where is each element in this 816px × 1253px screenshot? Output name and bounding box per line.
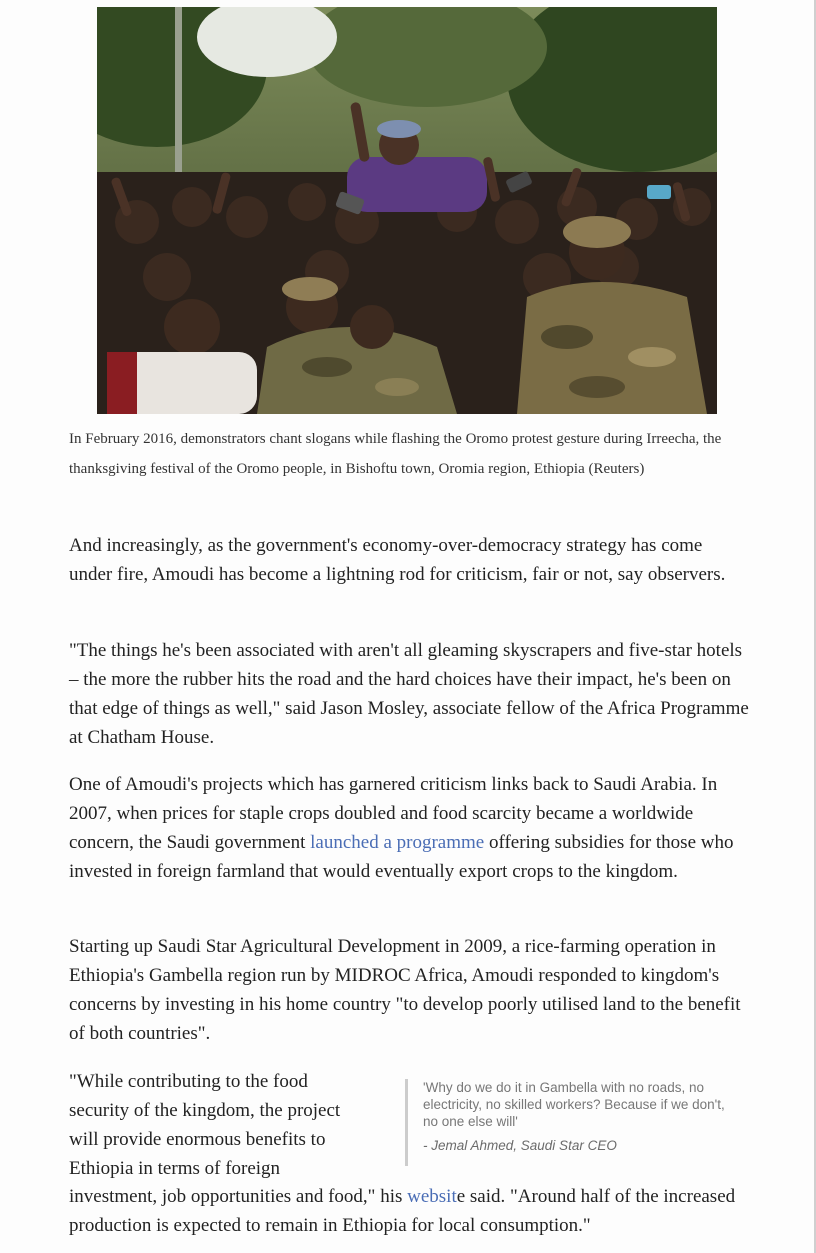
paragraph-4: Starting up Saudi Star Agricultural Development in 2009, a rice-farming operation in Ethiopia's Gambella region run by MIDROC Africa, Amoudi responded to kingdom's concerns by investing in his home country "to develop poorly utilised land to the benefit of both countries".: [69, 936, 741, 1044]
pull-quote-text: 'Why do we do it in Gambella with no roads, no electricity, no skilled workers? Because if we don't, no one else will': [423, 1080, 725, 1129]
launched-programme-link[interactable]: launched a programme: [310, 832, 485, 853]
paragraph-1: And increasingly, as the government's economy-over-democracy strategy has come under fire, Amoudi has become a lightning rod for criticism, fair or not, say observers.: [69, 535, 726, 585]
photo-caption: In February 2016, demonstrators chant slogans while flashing the Oromo protest gesture during Irreecha, the thanksgiving festival of the Oromo people, in Bishoftu town, Oromia region, Ethiopia (Reuters): [69, 431, 722, 477]
paragraph-3-text-before: One of Amoudi's projects which has garnered criticism links back to Saudi Arabia. In 2007, when prices for staple crops doubled and food scarcity became a worldwide concern, the Saudi government: [69, 774, 718, 853]
paragraph-5-end: [69, 1182, 749, 1240]
paragraph-5-text-after: e said. "Around half of the increased production is expected to remain in Ethiopia for local consumption.": [69, 1186, 736, 1236]
website-link[interactable]: websit: [407, 1186, 457, 1207]
photo-illustration: [97, 7, 717, 414]
paragraph-2: "The things he's been associated with aren't all gleaming skyscrapers and five-star hotels – the more the rubber hits the road and the hard choices have their impact, he's been on that edge of things as well," said Jason Mosley, associate fellow of the Africa Programme at Chatham House.: [69, 640, 749, 748]
protest-photo: [97, 7, 717, 414]
paragraph-5-text-before: investment, job opportunities and food," his: [69, 1186, 408, 1207]
pull-quote: [405, 1079, 735, 1166]
pull-quote-attribution: - Jemal Ahmed, Saudi Star CEO: [423, 1138, 617, 1153]
paragraph-3: [69, 770, 749, 886]
paragraph-3-text-after: offering subsidies for those who invested in foreign farmland that would eventually export crops to the kingdom.: [69, 832, 734, 882]
paragraph-5-start: "While contributing to the food security of the kingdom, the project will provide enormous benefits to Ethiopia in terms of foreign: [69, 1071, 341, 1179]
